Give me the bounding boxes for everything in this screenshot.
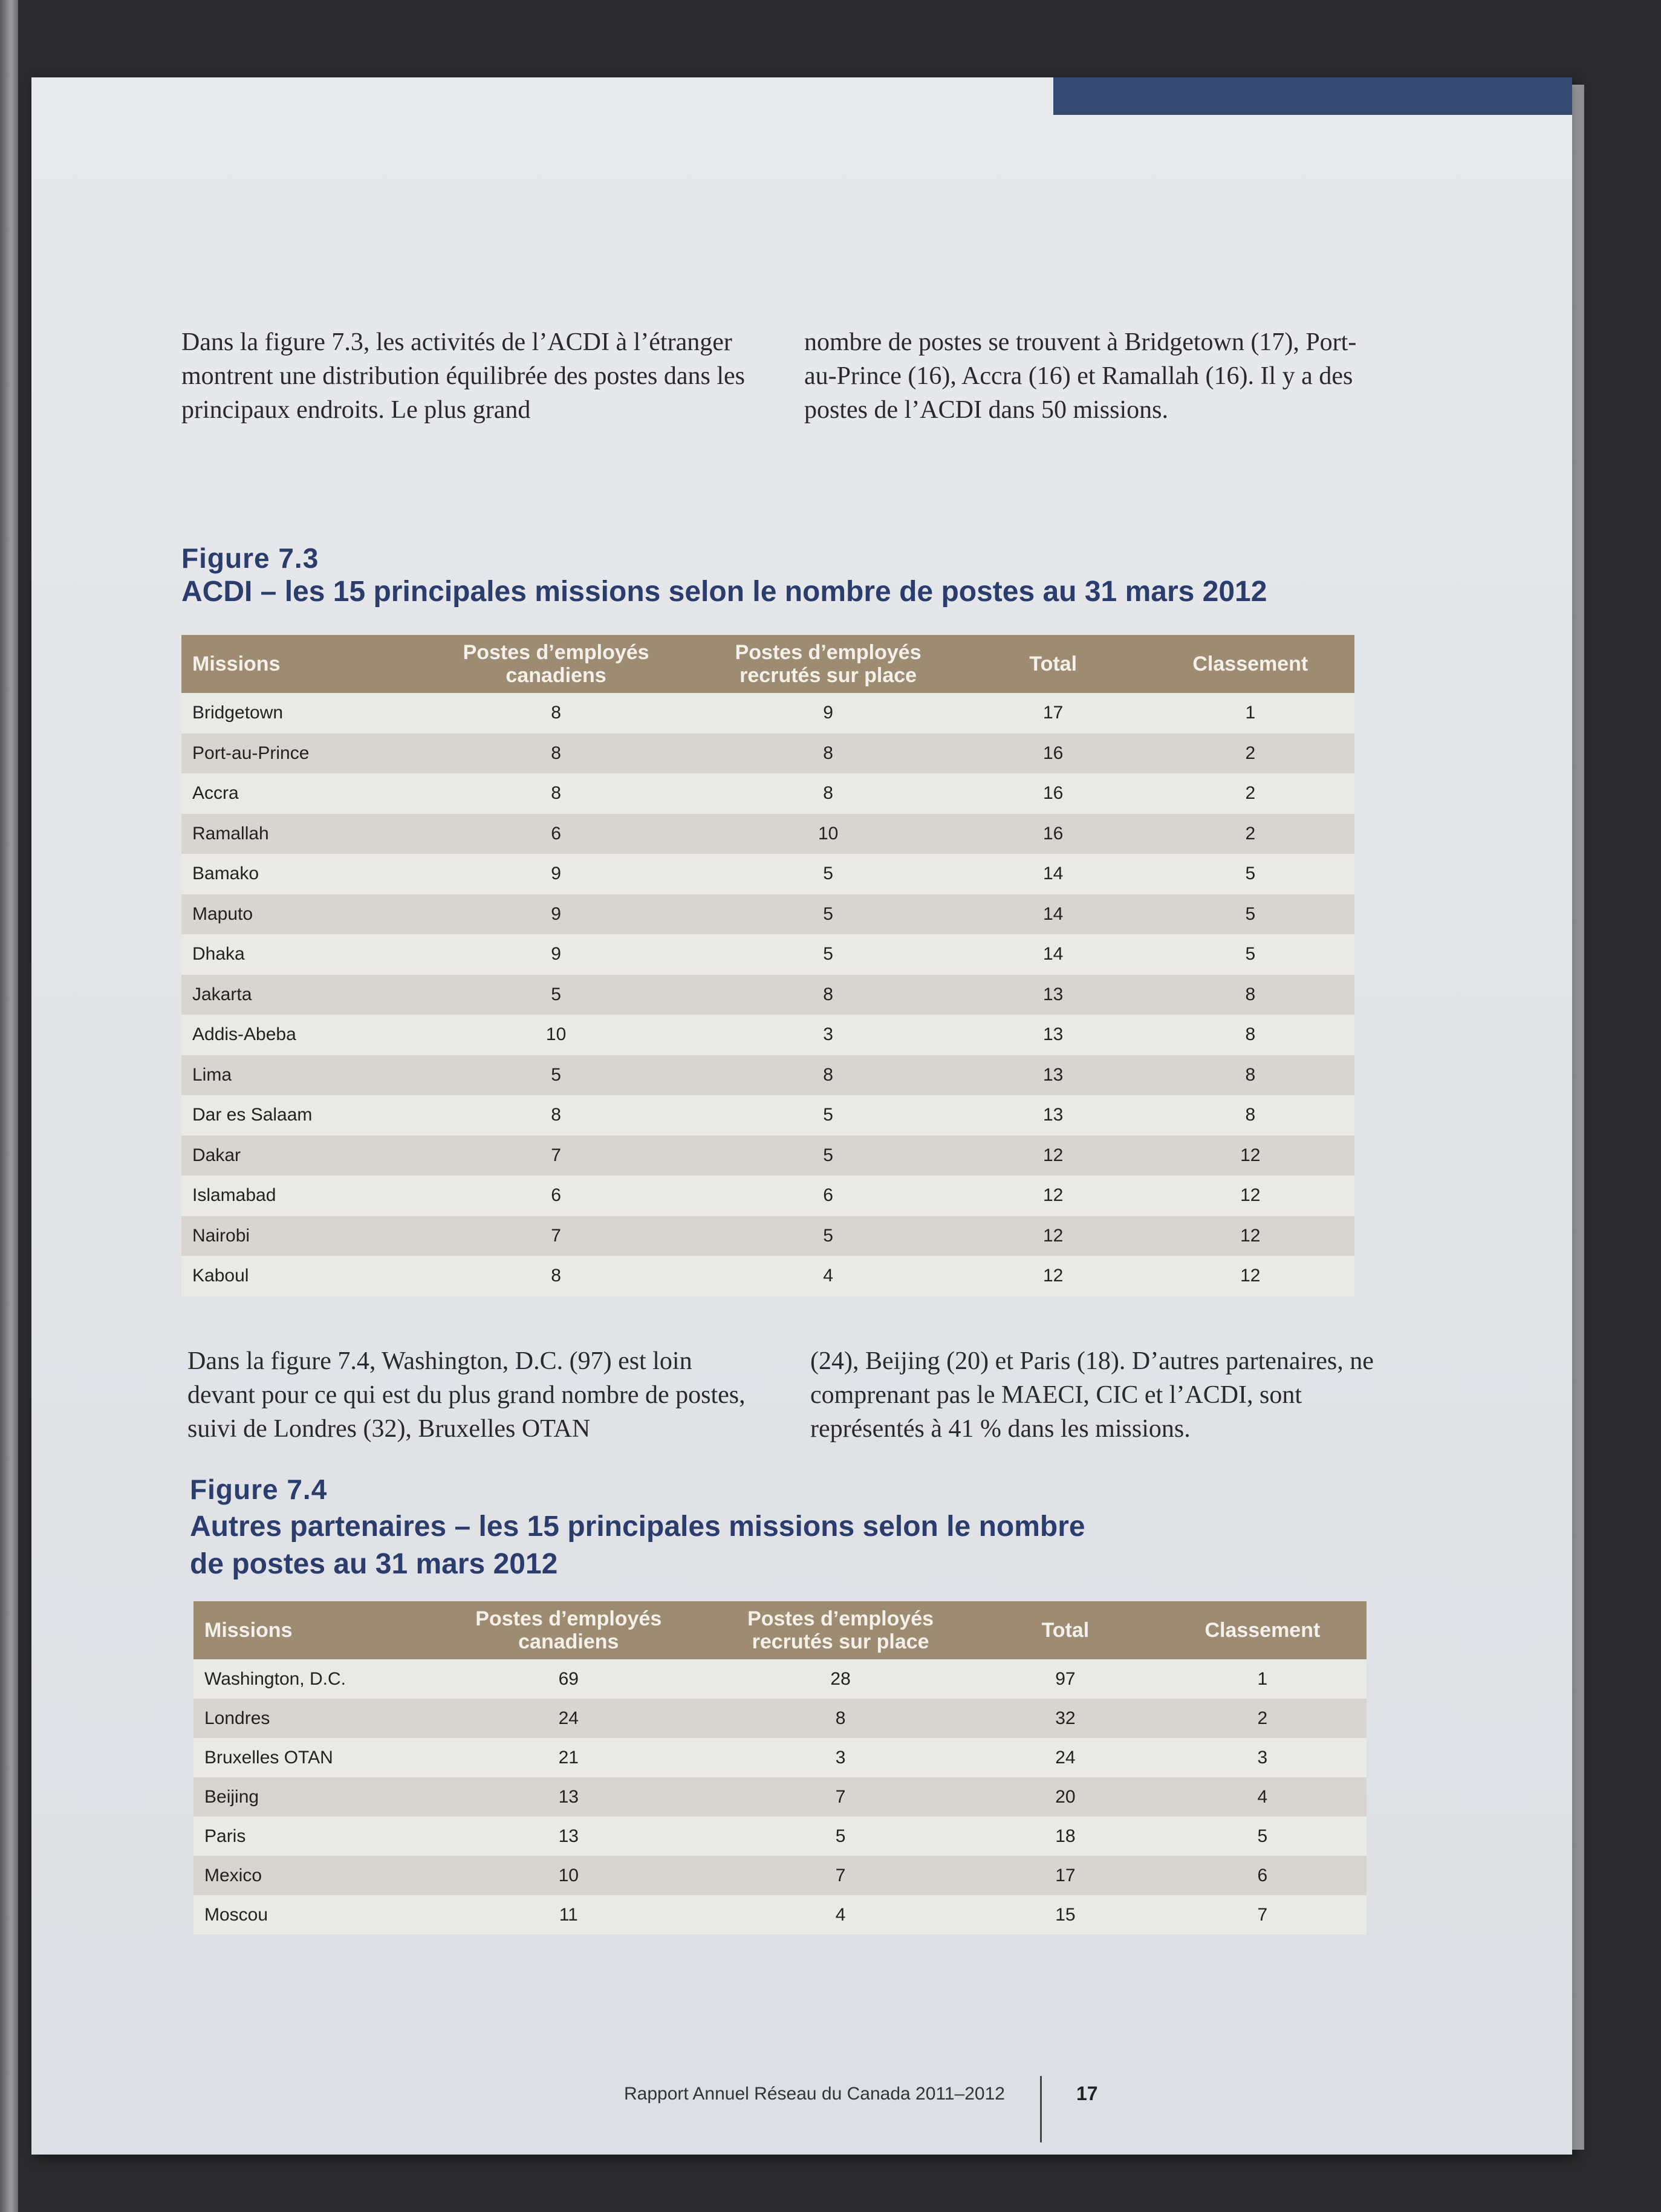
figure-74-label: Figure 7.4 bbox=[190, 1474, 328, 1505]
cell-total: 13 bbox=[1043, 1064, 1064, 1085]
cell-ranking: 1 bbox=[1257, 1668, 1268, 1689]
intro-paragraph-fig74 bbox=[187, 1344, 1397, 1446]
cell-ranking: 5 bbox=[1245, 903, 1256, 924]
cell-ranking: 5 bbox=[1245, 944, 1256, 964]
cell-mission: Jakarta bbox=[192, 984, 252, 1004]
cell-ranking: 8 bbox=[1245, 1024, 1256, 1045]
cell-total: 32 bbox=[1055, 1708, 1076, 1728]
cell-local-posts: 6 bbox=[823, 1185, 833, 1206]
cell-local-posts: 8 bbox=[835, 1708, 846, 1728]
cell-total: 14 bbox=[1043, 944, 1064, 964]
table-row bbox=[181, 1136, 1354, 1176]
table-row bbox=[181, 1095, 1354, 1136]
cell-mission: Port-au-Prince bbox=[192, 743, 310, 763]
cell-canadian-posts: 9 bbox=[551, 864, 561, 884]
figure-73-table bbox=[181, 635, 1354, 1296]
table-row bbox=[181, 1055, 1354, 1096]
figure-74-table-body bbox=[193, 1659, 1367, 1934]
cell-local-posts: 5 bbox=[823, 1105, 833, 1125]
figure-74-title-line1: Autres partenaires – les 15 principales missions selon le nombre bbox=[190, 1511, 1085, 1543]
cell-total: 13 bbox=[1043, 984, 1064, 1004]
cell-mission: Dar es Salaam bbox=[192, 1105, 313, 1125]
column-header-canadian-posts: Postes d’employés canadiens bbox=[428, 1601, 709, 1659]
table-row bbox=[181, 773, 1354, 814]
cell-total: 97 bbox=[1055, 1668, 1076, 1689]
cell-canadian-posts: 5 bbox=[551, 984, 561, 1004]
cell-total: 16 bbox=[1043, 823, 1064, 844]
cell-local-posts: 10 bbox=[817, 823, 839, 844]
cell-ranking: 12 bbox=[1240, 1185, 1261, 1206]
column-header-local-posts: Postes d’employés recrutés sur place bbox=[709, 1601, 972, 1659]
cell-canadian-posts: 24 bbox=[558, 1708, 579, 1728]
table-row bbox=[181, 1256, 1354, 1296]
intro-paragraph-fig73 bbox=[181, 325, 1391, 427]
cell-mission: Bruxelles OTAN bbox=[204, 1747, 333, 1768]
cell-local-posts: 8 bbox=[823, 984, 833, 1004]
cell-mission: Bridgetown bbox=[192, 703, 284, 723]
cell-total: 14 bbox=[1043, 864, 1064, 884]
cell-ranking: 12 bbox=[1240, 1225, 1261, 1246]
footer-divider bbox=[1040, 2076, 1042, 2142]
table-row bbox=[181, 934, 1354, 975]
cell-local-posts: 8 bbox=[823, 1064, 833, 1085]
cell-ranking: 2 bbox=[1245, 743, 1256, 763]
cell-mission: Paris bbox=[204, 1826, 246, 1846]
cell-total: 17 bbox=[1043, 703, 1064, 723]
table-row bbox=[181, 1176, 1354, 1216]
figure-73-table-body bbox=[181, 693, 1354, 1296]
cell-mission: Dakar bbox=[192, 1145, 241, 1165]
table-row bbox=[193, 1659, 1367, 1699]
cell-mission: Addis-Abeba bbox=[192, 1024, 296, 1045]
cell-canadian-posts: 6 bbox=[551, 823, 561, 844]
page-footer: Rapport Annuel Réseau du Canada 2011–2012 bbox=[624, 2084, 1005, 2104]
cell-total: 12 bbox=[1043, 1225, 1064, 1246]
cell-mission: Moscou bbox=[204, 1904, 268, 1925]
cell-total: 13 bbox=[1043, 1105, 1064, 1125]
cell-total: 18 bbox=[1055, 1826, 1076, 1846]
cell-total: 15 bbox=[1055, 1904, 1076, 1925]
cell-local-posts: 4 bbox=[823, 1266, 833, 1286]
cell-local-posts: 5 bbox=[823, 864, 833, 884]
column-header-missions: Missions bbox=[181, 635, 416, 693]
cell-mission: Mexico bbox=[204, 1865, 262, 1885]
cell-local-posts: 3 bbox=[835, 1747, 846, 1768]
cell-ranking: 4 bbox=[1257, 1786, 1268, 1807]
cell-mission: Bamako bbox=[192, 864, 259, 884]
table-header-row bbox=[193, 1601, 1367, 1659]
cell-canadian-posts: 10 bbox=[545, 1024, 567, 1045]
table-header-row bbox=[181, 635, 1354, 693]
cell-local-posts: 8 bbox=[823, 783, 833, 804]
document-page bbox=[31, 77, 1572, 2155]
cell-ranking: 1 bbox=[1245, 703, 1256, 723]
figure-74-title-line2: de postes au 31 mars 2012 bbox=[190, 1548, 558, 1580]
intro-73-left: Dans la figure 7.3, les activités de l’ACDI à l’étranger montrent une distribution équilibrée des postes dans les principaux endroits. Le plus grand bbox=[181, 328, 745, 424]
cell-canadian-posts: 7 bbox=[551, 1145, 561, 1165]
table-row bbox=[193, 1777, 1367, 1817]
cell-local-posts: 4 bbox=[835, 1904, 846, 1925]
cell-canadian-posts: 8 bbox=[551, 703, 561, 723]
cell-ranking: 5 bbox=[1257, 1826, 1268, 1846]
cell-mission: Lima bbox=[192, 1064, 232, 1085]
intro-74-left: Dans la figure 7.4, Washington, D.C. (97) est loin devant pour ce qui est du plus grand nombre de postes, suivi de Londres (32), Bruxelles OTAN bbox=[187, 1347, 746, 1443]
cell-total: 12 bbox=[1043, 1266, 1064, 1286]
cell-ranking: 8 bbox=[1245, 1064, 1256, 1085]
table-row bbox=[181, 693, 1354, 734]
column-header-ranking: Classement bbox=[1146, 635, 1354, 693]
cell-ranking: 12 bbox=[1240, 1266, 1261, 1286]
cell-canadian-posts: 8 bbox=[551, 1105, 561, 1125]
cell-ranking: 8 bbox=[1245, 1105, 1256, 1125]
cell-ranking: 5 bbox=[1245, 864, 1256, 884]
page-edge bbox=[1572, 85, 1584, 2150]
table-row bbox=[181, 814, 1354, 854]
table-row bbox=[193, 1895, 1367, 1934]
cell-canadian-posts: 8 bbox=[551, 1266, 561, 1286]
cell-local-posts: 5 bbox=[823, 944, 833, 964]
table-row bbox=[193, 1738, 1367, 1777]
cell-total: 16 bbox=[1043, 743, 1064, 763]
cell-total: 17 bbox=[1055, 1865, 1076, 1885]
cell-canadian-posts: 7 bbox=[551, 1225, 561, 1246]
cell-local-posts: 5 bbox=[823, 1145, 833, 1165]
table-row bbox=[193, 1817, 1367, 1856]
cell-canadian-posts: 5 bbox=[551, 1064, 561, 1085]
cell-ranking: 2 bbox=[1245, 823, 1256, 844]
cell-ranking: 6 bbox=[1257, 1865, 1268, 1885]
column-header-ranking: Classement bbox=[1159, 1601, 1367, 1659]
table-row bbox=[181, 1216, 1354, 1257]
figure-74-table bbox=[193, 1601, 1367, 1934]
page-number: 17 bbox=[1076, 2083, 1098, 2104]
cell-local-posts: 5 bbox=[835, 1826, 846, 1846]
cell-local-posts: 3 bbox=[823, 1024, 833, 1045]
cell-mission: Maputo bbox=[192, 903, 253, 924]
table-row bbox=[181, 975, 1354, 1015]
table-row bbox=[181, 734, 1354, 774]
cell-ranking: 7 bbox=[1257, 1904, 1268, 1925]
cell-canadian-posts: 6 bbox=[551, 1185, 561, 1206]
cell-mission: Accra bbox=[192, 783, 239, 804]
cell-local-posts: 8 bbox=[823, 743, 833, 763]
cell-mission: Washington, D.C. bbox=[204, 1668, 346, 1689]
cell-ranking: 2 bbox=[1245, 783, 1256, 804]
figure-73-label: Figure 7.3 bbox=[181, 542, 319, 574]
table-row bbox=[193, 1699, 1367, 1738]
cell-canadian-posts: 9 bbox=[551, 944, 561, 964]
book-spine bbox=[0, 0, 18, 2212]
cell-ranking: 3 bbox=[1257, 1747, 1268, 1768]
column-header-canadian-posts: Postes d’employés canadiens bbox=[416, 635, 697, 693]
cell-mission: Nairobi bbox=[192, 1225, 250, 1246]
cell-canadian-posts: 13 bbox=[558, 1786, 579, 1807]
cell-local-posts: 7 bbox=[835, 1786, 846, 1807]
cell-canadian-posts: 8 bbox=[551, 783, 561, 804]
figure-73-title: ACDI – les 15 principales missions selon le nombre de postes au 31 mars 2012 bbox=[181, 576, 1267, 608]
cell-mission: Ramallah bbox=[192, 823, 269, 844]
cell-mission: Islamabad bbox=[192, 1185, 276, 1206]
cell-canadian-posts: 21 bbox=[558, 1747, 579, 1768]
cell-local-posts: 7 bbox=[835, 1865, 846, 1885]
cell-local-posts: 5 bbox=[823, 1225, 833, 1246]
cell-total: 20 bbox=[1055, 1786, 1076, 1807]
cell-mission: Londres bbox=[204, 1708, 270, 1728]
cell-canadian-posts: 10 bbox=[558, 1865, 579, 1885]
cell-total: 24 bbox=[1055, 1747, 1076, 1768]
column-header-local-posts: Postes d’employés recrutés sur place bbox=[697, 635, 960, 693]
table-row bbox=[181, 894, 1354, 935]
cell-mission: Beijing bbox=[204, 1786, 259, 1807]
cell-total: 12 bbox=[1043, 1145, 1064, 1165]
cell-ranking: 2 bbox=[1257, 1708, 1268, 1728]
cell-total: 14 bbox=[1043, 903, 1064, 924]
cell-canadian-posts: 11 bbox=[559, 1904, 578, 1925]
column-header-total: Total bbox=[960, 635, 1146, 693]
cell-canadian-posts: 69 bbox=[558, 1668, 579, 1689]
column-header-total: Total bbox=[972, 1601, 1159, 1659]
table-row bbox=[193, 1856, 1367, 1895]
cell-ranking: 12 bbox=[1240, 1145, 1261, 1165]
cell-canadian-posts: 8 bbox=[551, 743, 561, 763]
cell-mission: Kaboul bbox=[192, 1266, 249, 1286]
header-color-bar bbox=[1053, 77, 1572, 115]
cell-ranking: 8 bbox=[1245, 984, 1256, 1004]
cell-total: 13 bbox=[1043, 1024, 1064, 1045]
intro-74-right: (24), Beijing (20) et Paris (18). D’autres partenaires, ne comprenant pas le MAECI, CIC et l’ACDI, sont représentés à 41 % dans les missions. bbox=[810, 1347, 1374, 1443]
cell-local-posts: 28 bbox=[830, 1668, 851, 1689]
intro-73-right: nombre de postes se trouvent à Bridgetown (17), Port-au-Prince (16), Accra (16) et Ramallah (16). Il y a des postes de l’ACDI dans 50 missions. bbox=[804, 328, 1357, 424]
cell-local-posts: 9 bbox=[823, 703, 833, 723]
cell-canadian-posts: 13 bbox=[558, 1826, 579, 1846]
cell-canadian-posts: 9 bbox=[551, 903, 561, 924]
cell-local-posts: 5 bbox=[823, 903, 833, 924]
column-header-missions: Missions bbox=[193, 1601, 428, 1659]
cell-mission: Dhaka bbox=[192, 944, 245, 964]
table-row bbox=[181, 1015, 1354, 1055]
table-row bbox=[181, 854, 1354, 894]
cell-total: 12 bbox=[1043, 1185, 1064, 1206]
cell-total: 16 bbox=[1043, 783, 1064, 804]
